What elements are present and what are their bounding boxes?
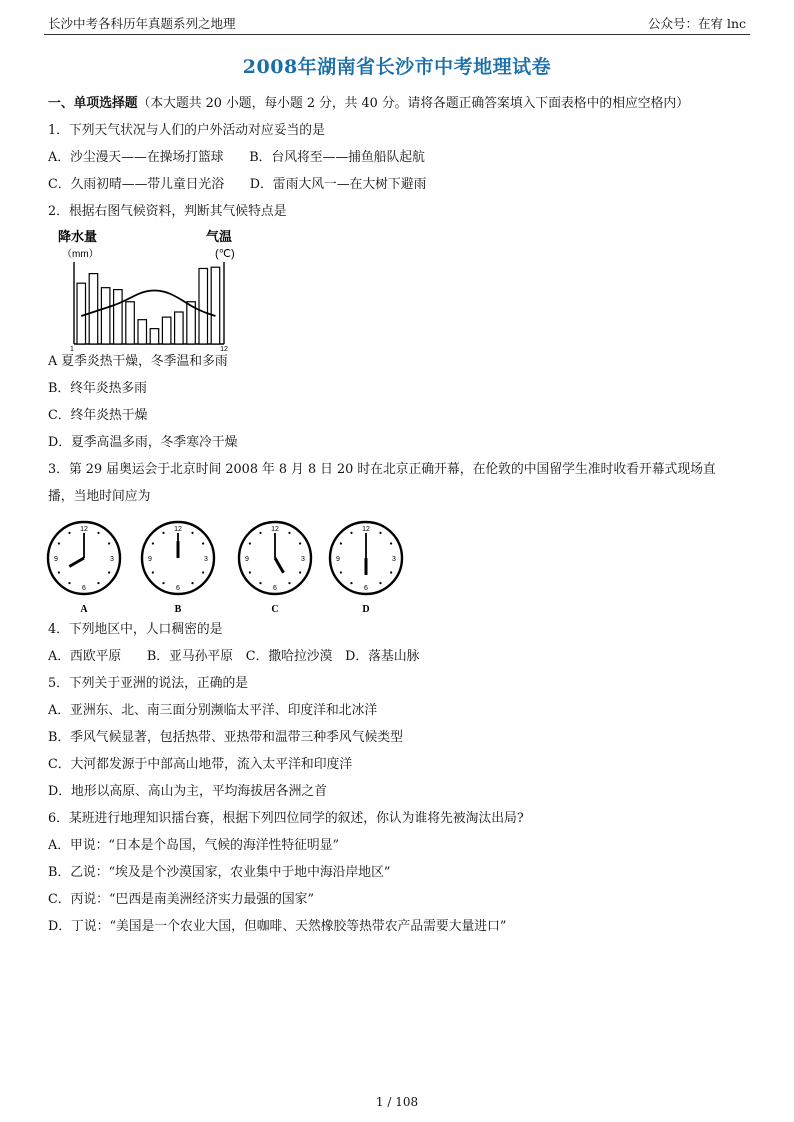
q2-option-b: B．终年炎热多雨 xyxy=(48,381,147,396)
clock-tick xyxy=(249,542,251,544)
precipitation-bar xyxy=(101,288,110,344)
climate-chart xyxy=(48,224,248,352)
precipitation-bar xyxy=(77,283,86,344)
clock-dial-number: 3 xyxy=(301,556,305,563)
precipitation-bar xyxy=(175,312,184,344)
header-series-title: 长沙中考各科历年真题系列之地理 xyxy=(48,16,236,31)
clock-tick xyxy=(390,571,392,573)
clock-tick xyxy=(58,571,60,573)
clock-tick xyxy=(58,542,60,544)
clock-option-label: B xyxy=(174,604,182,615)
clock-tick xyxy=(68,582,70,584)
clock-tick xyxy=(97,532,99,534)
clock-dial-number: 3 xyxy=(392,556,396,563)
section-note: （本大题共 20 小题，每小题 2 分，共 40 分。请将各题正确答案填入下面表格中的相应空格内） xyxy=(137,96,689,111)
clock-tick xyxy=(340,571,342,573)
clock-dial-number: 6 xyxy=(273,585,277,592)
precipitation-bar xyxy=(138,320,147,344)
clock-tick xyxy=(340,542,342,544)
clock-tick xyxy=(162,582,164,584)
q1-options-row2: C．久雨初晴——带儿童日光浴 D．雷雨大风一—在大树下避雨 xyxy=(48,177,427,192)
clock-dial-number: 6 xyxy=(364,585,368,592)
chart-left-unit: （mm） xyxy=(62,249,99,260)
q1-options-row1: A．沙尘漫天——在操场打篮球 B．台风将至——捕鱼船队起航 xyxy=(48,150,425,165)
q2-option-a: A 夏季炎热干燥，冬季温和多雨 xyxy=(48,354,228,369)
chart-right-label: 气温 xyxy=(206,229,233,244)
clock-option-label: C xyxy=(271,604,279,615)
clock-tick xyxy=(249,571,251,573)
chart-x-end-label: 12 xyxy=(220,346,228,352)
clock-tick xyxy=(191,532,193,534)
precipitation-bar xyxy=(126,302,135,344)
clock-dial-number: 12 xyxy=(80,526,88,533)
chart-right-unit: (℃) xyxy=(215,248,235,260)
clock-tick xyxy=(288,582,290,584)
q1-stem: 1．下列天气状况与人们的户外活动对应妥当的是 xyxy=(48,123,325,138)
clock-tick xyxy=(162,532,164,534)
q5-option-b: B．季风气候显著，包括热带、亚热带和温带三种季风气候类型 xyxy=(48,730,403,745)
exam-title: 2008年湖南省长沙市中考地理试卷 xyxy=(242,56,552,78)
chart-left-label: 降水量 xyxy=(58,229,98,244)
clock-tick xyxy=(350,532,352,534)
clock-tick xyxy=(259,532,261,534)
section-heading xyxy=(48,95,689,113)
q5-option-d: D．地形以高原、高山为主，平均海拔居各洲之首 xyxy=(48,784,327,799)
clock-tick xyxy=(288,532,290,534)
q6-option-b: B．乙说：“埃及是个沙漠国家，农业集中于地中海沿岸地区” xyxy=(48,865,391,880)
clock-tick xyxy=(97,582,99,584)
clock-tick xyxy=(379,582,381,584)
q2-option-d: D．夏季高温多雨，冬季寒冷干燥 xyxy=(48,435,238,450)
precipitation-bar xyxy=(114,290,123,344)
q2-stem: 2．根据右图气候资料，判断其气候特点是 xyxy=(48,204,287,219)
clock-tick xyxy=(299,571,301,573)
q2-option-c: C．终年炎热干燥 xyxy=(48,408,148,423)
clock-dial-number: 3 xyxy=(110,556,114,563)
q5-stem: 5．下列关于亚洲的说法，正确的是 xyxy=(48,676,249,691)
clock-dial-number: 9 xyxy=(54,556,58,563)
clock-tick xyxy=(108,571,110,573)
precipitation-bar xyxy=(211,267,220,344)
q5-option-a: A．亚洲东、北、南三面分别濒临太平洋、印度洋和北冰洋 xyxy=(48,703,378,718)
page-header xyxy=(44,12,750,35)
precipitation-bar xyxy=(162,317,171,344)
clock-tick xyxy=(191,582,193,584)
clock-tick xyxy=(152,571,154,573)
q6-stem: 6．某班进行地理知识擂台赛，根据下列四位同学的叙述，你认为谁将先被淘汰出局? xyxy=(48,811,524,826)
q3-stem-line2: 播，当地时间应为 xyxy=(48,489,151,504)
clock-tick xyxy=(299,542,301,544)
clock-dial-number: 9 xyxy=(336,556,340,563)
precipitation-bar xyxy=(89,274,98,344)
clock-dial-number: 9 xyxy=(245,556,249,563)
clock-dial-number: 12 xyxy=(271,526,279,533)
header-account: 公众号：在宥 lnc xyxy=(647,16,746,31)
page-number: 1 / 108 xyxy=(375,1095,419,1109)
clock-dial-number: 12 xyxy=(362,526,370,533)
clock-tick xyxy=(259,582,261,584)
clock-tick xyxy=(202,542,204,544)
precipitation-bar xyxy=(150,329,159,344)
clock-dial-number: 3 xyxy=(204,556,208,563)
clock-dial-number: 9 xyxy=(148,556,152,563)
q6-option-d: D．丁说：“美国是一个农业大国，但咖啡、天然橡胶等热带农产品需要大量进口” xyxy=(48,919,507,934)
clock-tick xyxy=(390,542,392,544)
clock-options xyxy=(44,512,414,618)
q6-option-c: C．丙说：“巴西是南美洲经济实力最强的国家” xyxy=(48,892,315,907)
clock-tick xyxy=(108,542,110,544)
clock-tick xyxy=(68,532,70,534)
clock-dial-number: 6 xyxy=(82,585,86,592)
q3-stem-line1: 3．第 29 届奥运会于北京时间 2008 年 8 月 8 日 20 时在北京正确开幕，在伦敦的中国留学生准时收看开幕式现场直 xyxy=(48,462,716,477)
clock-tick xyxy=(350,582,352,584)
clock-tick xyxy=(152,542,154,544)
section-heading-label: 一、单项选择题 xyxy=(48,96,138,111)
clock-tick xyxy=(379,532,381,534)
clock-tick xyxy=(202,571,204,573)
precipitation-bar xyxy=(199,268,208,344)
clock-dial-number: 6 xyxy=(176,585,180,592)
clock-option-label: A xyxy=(80,604,88,615)
clock-option-label: D xyxy=(362,604,370,615)
clock-dial-number: 12 xyxy=(174,526,182,533)
q5-option-c: C．大河都发源于中部高山地带，流入太平洋和印度洋 xyxy=(48,757,353,772)
chart-x-start-label: 1 xyxy=(70,346,74,352)
q4-options: A．西欧平原 B．亚马孙平原 C．撒哈拉沙漠 D．落基山脉 xyxy=(48,649,420,664)
q6-option-a: A．甲说：“日本是个岛国，气候的海洋性特征明显” xyxy=(48,838,340,853)
q4-stem: 4．下列地区中，人口稠密的是 xyxy=(48,622,223,637)
